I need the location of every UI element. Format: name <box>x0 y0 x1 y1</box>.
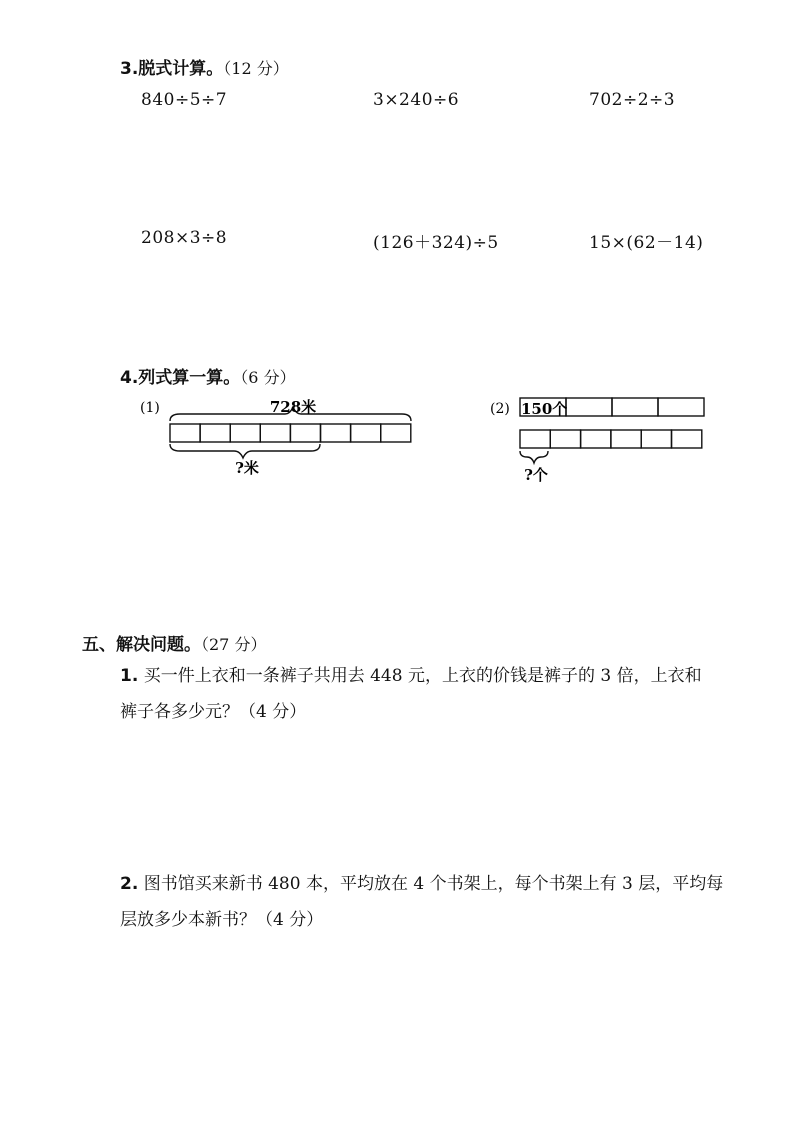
diagram2-bottom-segment <box>520 430 550 448</box>
section3-title: 脱式计算。 <box>138 59 224 79</box>
diagram2-bottom-segment <box>581 430 611 448</box>
diagram2-question-brace <box>520 451 548 463</box>
diagram2-top-segment <box>612 398 658 416</box>
diagram2-top-segment <box>658 398 704 416</box>
diagram1-segment <box>260 424 290 442</box>
expression-2: 3×240÷6 <box>373 90 460 110</box>
diagram1-segment <box>321 424 351 442</box>
diagram1-segment <box>230 424 260 442</box>
section4-points: （6 分） <box>240 368 296 387</box>
problem-1-line-2: 裤子各多少元？（4 分） <box>120 702 307 722</box>
expression-4: 208×3÷8 <box>141 228 228 248</box>
diagram1-label: (1) <box>140 400 160 416</box>
section4-title: 列式算一算。 <box>138 368 241 388</box>
section5-heading <box>82 630 266 655</box>
diagram1-total-label: 728米 <box>269 398 317 416</box>
diagram1-question-brace <box>170 444 320 458</box>
section3-heading <box>120 54 289 79</box>
diagram2-label: (2) <box>490 401 510 417</box>
problem-2-line-2: 层放多少本新书？（4 分） <box>120 910 324 930</box>
section3-number: 3. <box>120 59 139 79</box>
problem-2-text-1: 图书馆买来新书 480 本，平均放在 4 个书架上，每个书架上有 3 层，平均每 <box>143 874 724 894</box>
section5-title: 五、解决问题。 <box>82 635 201 655</box>
section5-points: （27 分） <box>201 635 267 654</box>
problem-1-line-1 <box>120 658 702 694</box>
diagram1-segment <box>170 424 200 442</box>
expression-5: (126＋324)÷5 <box>373 233 499 253</box>
section4-number: 4. <box>120 368 139 388</box>
problem-1 <box>120 658 702 730</box>
expression-6: 15×(62－14) <box>589 233 704 253</box>
line-segment-diagram-1 <box>130 390 430 485</box>
diagram2-bottom-bar <box>520 430 702 448</box>
expression-1: 840÷5÷7 <box>141 90 228 110</box>
section4-heading <box>120 363 296 388</box>
problem-1-text-1: 买一件上衣和一条裤子共用去 448 元，上衣的价钱是裤子的 3 倍，上衣和 <box>143 666 702 686</box>
problem-2-number: 2. <box>120 874 139 894</box>
diagram2-bottom-segment <box>672 430 702 448</box>
diagram2-bottom-segment <box>611 430 641 448</box>
diagram2-bottom-segment <box>550 430 580 448</box>
diagram2-known-label: 150个 <box>521 400 568 418</box>
problem-2 <box>120 866 723 938</box>
diagram2-top-segment <box>566 398 612 416</box>
problem-1-number: 1. <box>120 666 139 686</box>
diagram1-segment <box>200 424 230 442</box>
diagram1-bar <box>170 424 411 442</box>
line-segment-diagram-2 <box>488 392 713 487</box>
expression-3: 702÷2÷3 <box>589 90 676 110</box>
problem-2-line-1 <box>120 866 723 902</box>
diagram1-question-label: ?米 <box>235 459 259 477</box>
diagram1-segment <box>290 424 320 442</box>
diagram2-bottom-segment <box>641 430 671 448</box>
diagram1-segment <box>351 424 381 442</box>
diagram2-question-label: ?个 <box>524 466 548 484</box>
section3-points: （12 分） <box>223 59 289 78</box>
diagram1-segment <box>381 424 411 442</box>
